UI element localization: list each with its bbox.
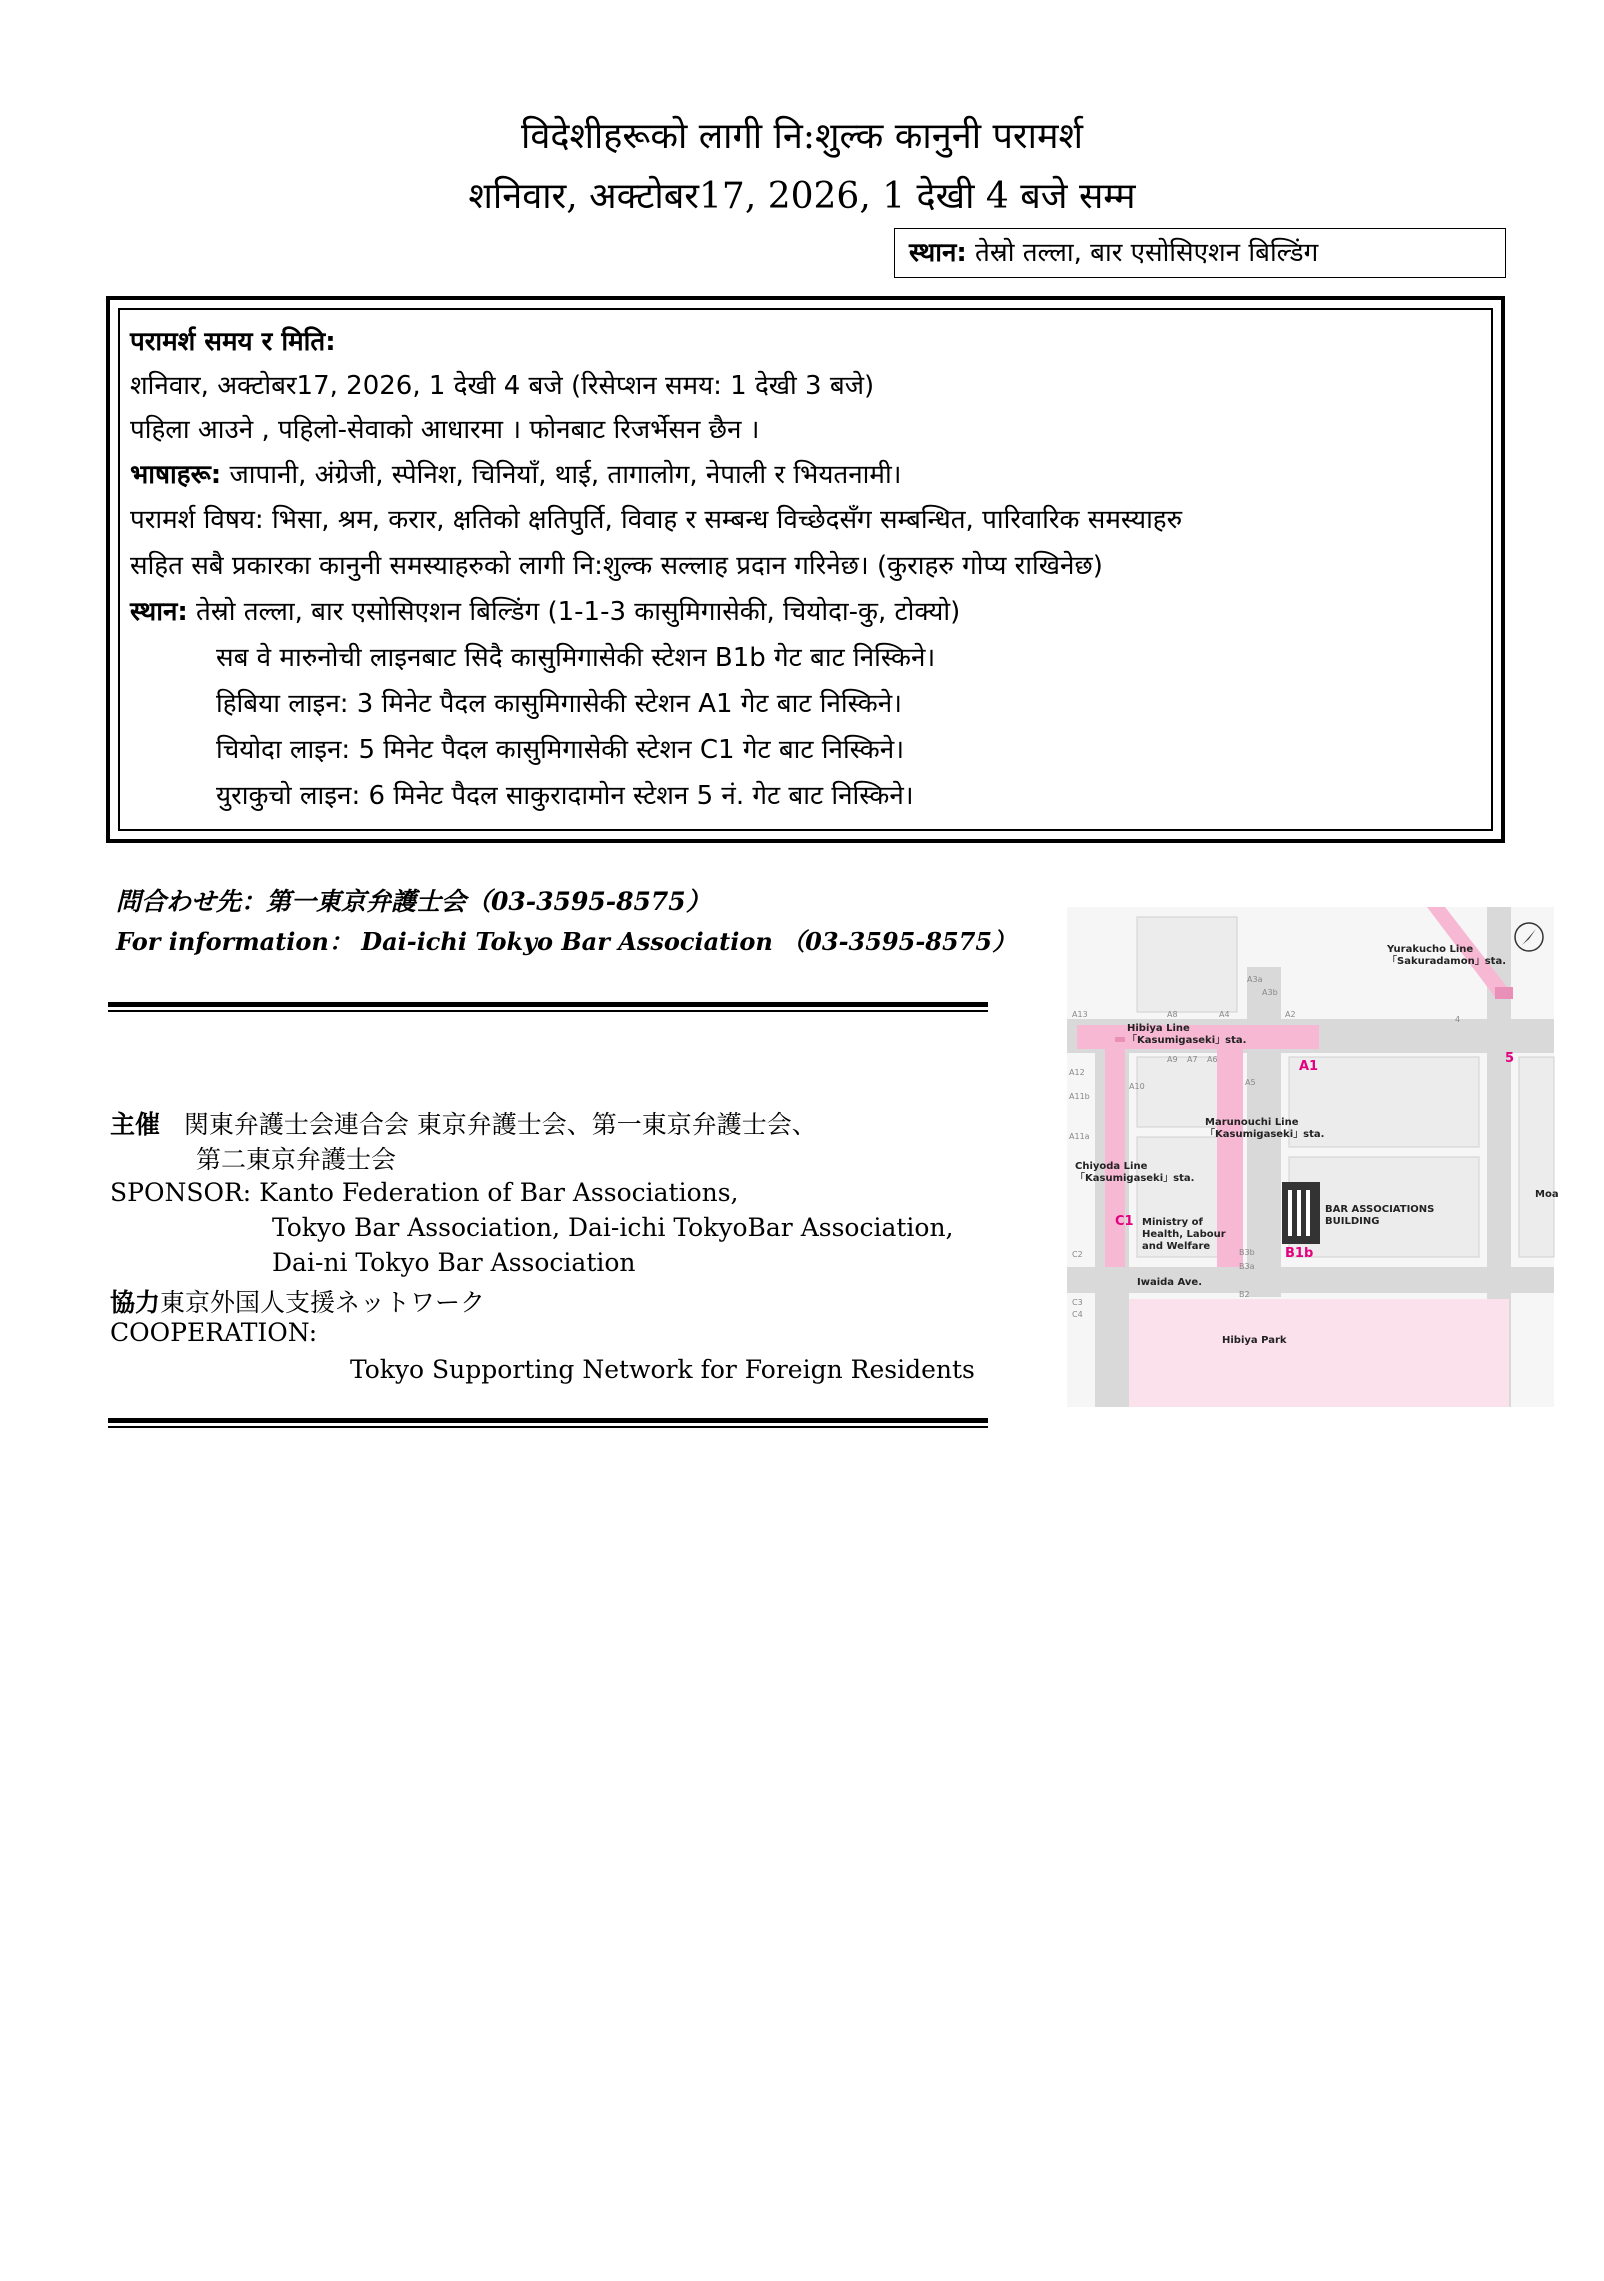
map-gate: A8 xyxy=(1167,1010,1178,1019)
access-line: हिबिया लाइन: 3 मिनेट पैदल कासुमिगासेकी स्टेशन A1 गेट बाट निस्किने। xyxy=(216,689,903,719)
title-line-2: शनिवार, अक्टोबर17, 2026, 1 देखी 4 बजे सम्म xyxy=(468,176,1136,217)
sponsor-text: Kanto Federation of Bar Associations, xyxy=(259,1178,739,1207)
map-label-chiyoda-line: Chiyoda Line xyxy=(1075,1161,1148,1172)
map-gate: A11a xyxy=(1069,1132,1090,1141)
map-label-iwaida: Iwaida Ave. xyxy=(1137,1277,1203,1288)
location-label: स्थान: xyxy=(130,597,188,627)
map-label-hibiya-sta: 「Kasumigaseki」sta. xyxy=(1127,1035,1247,1046)
map-gate: A10 xyxy=(1129,1082,1145,1091)
host-label: 主催 xyxy=(110,1110,161,1139)
sponsor-line-1 xyxy=(110,1178,739,1207)
contact-english xyxy=(116,922,1016,957)
map-exit-b1b: B1b xyxy=(1285,1246,1314,1261)
map-label-hibiya-park: Hibiya Park xyxy=(1222,1335,1287,1346)
languages-text: जापानी, अंग्रेजी, स्पेनिश, चिनियाँ, थाई, तागालोग, नेपाली र भियतनामी। xyxy=(229,460,902,490)
contact-value: Dai-ichi Tokyo Bar Association （03-3595-8575） xyxy=(361,927,1017,956)
map-label-yurakucho: Yurakucho Line xyxy=(1387,944,1474,955)
sponsor-line-2: Tokyo Bar Association, Dai-ichi TokyoBar Association, xyxy=(272,1213,954,1242)
coop-ja-text: 東京外国人支援ネットワーク xyxy=(160,1288,486,1317)
host-line-1 xyxy=(110,1105,817,1141)
details-first-come: पहिला आउने , पहिलो-सेवाको आधारमा । फोनबाट रिजर्भेसन छैन । xyxy=(130,415,760,445)
details-location xyxy=(130,592,960,628)
venue-label: स्थान: xyxy=(909,238,967,268)
host-line-2: 第二東京弁護士会 xyxy=(196,1145,397,1174)
map-label-sakuradamon: 「Sakuradamon」sta. xyxy=(1387,956,1506,967)
map-gate: A3b xyxy=(1262,988,1278,997)
contact-japanese: 問合わせ先：第一東京弁護士会（03-3595-8575） xyxy=(116,887,711,916)
map-label-moa: Moa xyxy=(1535,1189,1559,1200)
map-block xyxy=(1137,917,1237,1012)
map-label-ministry: Ministry of xyxy=(1142,1217,1203,1228)
map-block xyxy=(1519,1057,1554,1257)
details-datetime: शनिवार, अक्टोबर17, 2026, 1 देखी 4 बजे (रिसेप्शन समय: 1 देखी 3 बजे) xyxy=(130,371,875,401)
map-gate: A4 xyxy=(1219,1010,1230,1019)
map-label-chiyoda-sta: 「Kasumigaseki」sta. xyxy=(1075,1173,1195,1184)
map-exit-a1: A1 xyxy=(1299,1059,1319,1074)
details-languages xyxy=(130,455,902,491)
map-label-ministry: Health, Labour xyxy=(1142,1229,1226,1240)
chiyoda-line-track xyxy=(1105,1037,1125,1267)
map-gate: A3a xyxy=(1247,975,1263,984)
languages-label: भाषाहरू: xyxy=(130,460,222,490)
map-gate: A7 xyxy=(1187,1055,1198,1064)
map-gate: 4 xyxy=(1455,1015,1461,1024)
map-gate: A9 xyxy=(1167,1055,1178,1064)
map-gate: A2 xyxy=(1285,1010,1296,1019)
map-gate: B3a xyxy=(1239,1262,1255,1271)
map-label-ministry: and Welfare xyxy=(1142,1241,1211,1252)
hibiya-park xyxy=(1129,1299,1509,1407)
coop-ja-label: 協力 xyxy=(110,1288,161,1317)
map-gate: C4 xyxy=(1072,1310,1083,1319)
details-box xyxy=(106,296,1505,843)
sponsor-line-3: Dai-ni Tokyo Bar Association xyxy=(272,1248,636,1277)
map-label-marunouchi-line: Marunouchi Line xyxy=(1205,1117,1299,1128)
venue-text: तेस्रो तल्ला, बार एसोसिएशन बिल्डिंग xyxy=(975,238,1319,268)
map-gate: A5 xyxy=(1245,1078,1256,1087)
details-inner xyxy=(118,308,1493,831)
coop-ja-line xyxy=(110,1283,485,1319)
map-gate: B3b xyxy=(1239,1248,1255,1257)
map-gate: A13 xyxy=(1072,1010,1088,1019)
host-text: 関東弁護士会連合会 東京弁護士会、第一東京弁護士会、 xyxy=(183,1110,817,1139)
map-label-bar-building: BUILDING xyxy=(1325,1216,1380,1227)
access-line: चियोदा लाइन: 5 मिनेट पैदल कासुमिगासेकी स्टेशन C1 गेट बाट निस्किने। xyxy=(216,735,905,765)
title-line-1: विदेशीहरूको लागी नि:शुल्क कानुनी परामर्श xyxy=(521,116,1083,157)
details-topics-2: सहित सबै प्रकारका कानुनी समस्याहरुको लागी नि:शुल्क सल्लाह प्रदान गरिनेछ। (कुराहरु गोप्य राखिनेछ) xyxy=(130,551,1103,581)
map-gate: C2 xyxy=(1072,1250,1083,1259)
map-label-bar-building: BAR ASSOCIATIONS xyxy=(1325,1204,1435,1215)
coop-label: COOPERATION: xyxy=(110,1318,318,1347)
divider-top xyxy=(108,1002,988,1012)
access-line: सब वे मारुनोची लाइनबाट सिदै कासुमिगासेकी स्टेशन B1b गेट बाट निस्किने। xyxy=(216,643,936,673)
sponsor-label: SPONSOR: xyxy=(110,1178,252,1207)
divider-bottom xyxy=(108,1418,988,1428)
map-gate: A6 xyxy=(1207,1055,1218,1064)
map-gate: C3 xyxy=(1072,1298,1083,1307)
details-topics-1: परामर्श विषय: भिसा, श्रम, करार, क्षतिको क्षतिपुर्ति, विवाह र सम्बन्ध विच्छेदसँग सम्बन्धित, पारिवारिक समस्याहरु xyxy=(130,505,1183,535)
coop-en-text: Tokyo Supporting Network for Foreign Residents xyxy=(350,1355,975,1384)
map-label-marunouchi-sta: 「Kasumigaseki」sta. xyxy=(1205,1129,1325,1140)
map-exit-c1: C1 xyxy=(1115,1214,1134,1229)
map-gate: A11b xyxy=(1069,1092,1090,1101)
access-map xyxy=(1067,907,1559,1407)
details-heading: परामर्श समय र मिति: xyxy=(130,327,336,357)
map-exit-5: 5 xyxy=(1505,1051,1515,1066)
venue-box xyxy=(894,228,1506,278)
map-label-hibiya-line: Hibiya Line xyxy=(1127,1023,1190,1034)
access-line: युराकुचो लाइन: 6 मिनेट पैदल साकुरादामोन स्टेशन 5 नं. गेट बाट निस्किने। xyxy=(216,781,914,811)
contact-label: For information： xyxy=(116,927,353,956)
location-text: तेस्रो तल्ला, बार एसोसिएशन बिल्डिंग (1-1-3 कासुमिगासेकी, चियोदा-कु, टोक्यो) xyxy=(196,597,961,627)
map-gate: B2 xyxy=(1239,1290,1250,1299)
map-gate: A12 xyxy=(1069,1068,1085,1077)
